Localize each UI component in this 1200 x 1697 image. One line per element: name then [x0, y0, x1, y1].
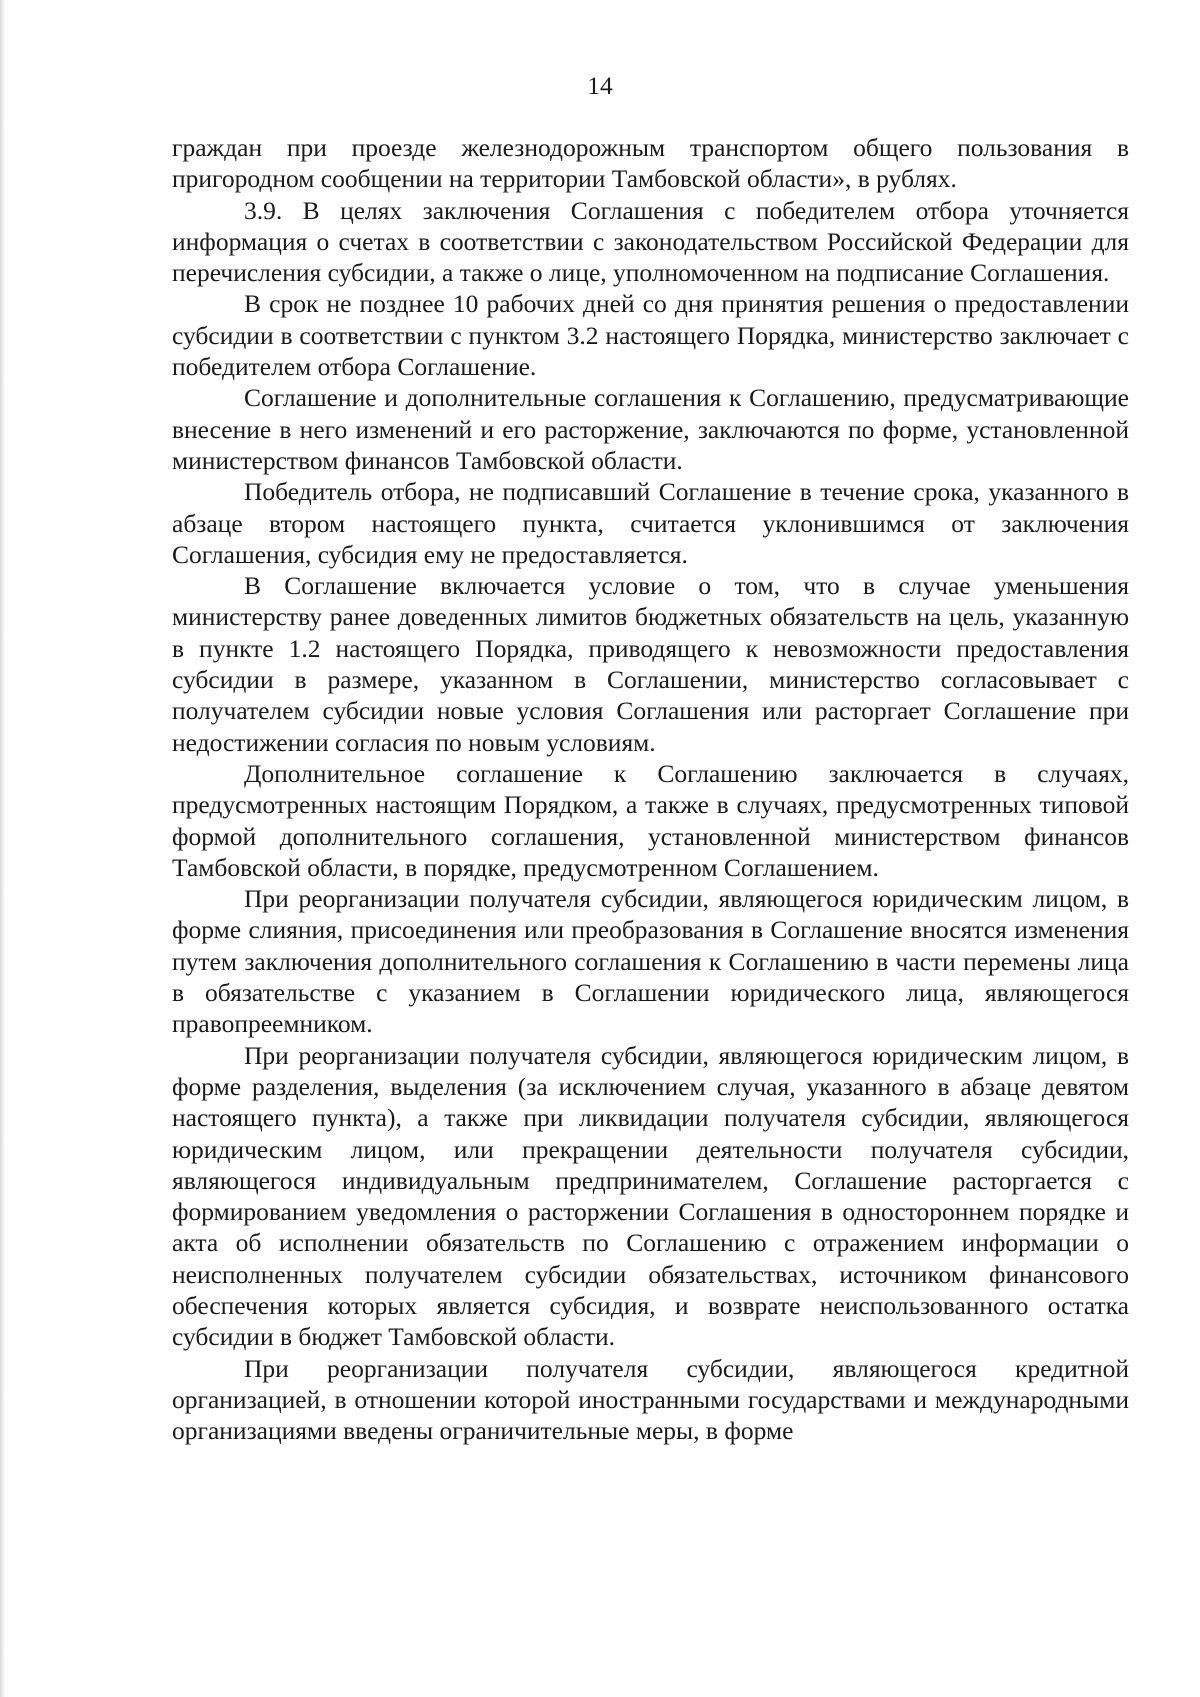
paragraph: 3.9. В целях заключения Соглашения с победителем отбора уточняется информация о счетах в соответствии с законодательством Российской Федерации для перечисления субсидии, а также о лице, уполномоченном на подписание Соглашения. — [172, 195, 1129, 288]
scan-edge-shadow — [0, 0, 5, 1697]
paragraph: В Соглашение включается условие о том, что в случае уменьшения министерству ранее доведенных лимитов бюджетных обязательств на цель, указанную в пункте 1.2 настоящего Порядка, приводящего к невозможности предоставления субсидии в размере, указанном в Соглашении, министерство согласовывает с получателем субсидии новые условия Соглашения или расторгает Соглашение при недостижении согласия по новым условиям. — [172, 571, 1129, 757]
paragraph: В срок не позднее 10 рабочих дней со дня принятия решения о предоставлении субсидии в соответствии с пунктом 3.2 настоящего Порядка, министерство заключает с победителем отбора Соглашение. — [172, 289, 1129, 382]
paragraph: При реорганизации получателя субсидии, являющегося юридическим лицом, в форме слияния, присоединения или преобразования в Соглашение вносятся изменения путем заключения дополнительного соглашения к Соглашению в части перемены лица в обязательстве с указанием в Соглашении юридического лица, являющегося правопреемником. — [172, 884, 1129, 1039]
paragraph: При реорганизации получателя субсидии, являющегося кредитной организацией, в отношении которой иностранными государствами и международными организациями введены ограничительные меры, в форме — [172, 1353, 1129, 1446]
paragraph: Победитель отбора, не подписавший Соглашение в течение срока, указанного в абзаце втором настоящего пункта, считается уклонившимся от заключения Соглашения, субсидия ему не предоставляется. — [172, 477, 1129, 569]
page-number: 14 — [587, 71, 613, 100]
body-text — [172, 132, 1129, 1446]
paragraph: Дополнительное соглашение к Соглашению заключается в случаях, предусмотренных настоящим Порядком, а также в случаях, предусмотренных типовой формой дополнительного соглашения, установленной министерством финансов Тамбовской области, в порядке, предусмотренном Соглашением. — [172, 758, 1129, 882]
paragraph: Соглашение и дополнительные соглашения к Соглашению, предусматривающие внесение в него изменений и его расторжение, заключаются по форме, установленной министерством финансов Тамбовской области. — [172, 383, 1129, 475]
paragraph: При реорганизации получателя субсидии, являющегося юридическим лицом, в форме разделения, выделения (за исключением случая, указанного в абзаце девятом настоящего пункта), а также при ликвидации получателя субсидии, являющегося юридическим лицом, или прекращении деятельности получателя субсидии, являющегося индивидуальным предпринимателем, Соглашение расторгается с формированием уведомления о расторжении Соглашения в одностороннем порядке и акта об исполнении обязательств по Соглашению с отражением информации о неисполненных получателем субсидии обязательствах, источником финансового обеспечения которых является субсидия, и возврате неиспользованного остатка субсидии в бюджет Тамбовской области. — [172, 1040, 1129, 1352]
paragraph: граждан при проезде железнодорожным транспортом общего пользования в пригородном сообщении на территории Тамбовской области», в рублях. — [172, 133, 1129, 194]
